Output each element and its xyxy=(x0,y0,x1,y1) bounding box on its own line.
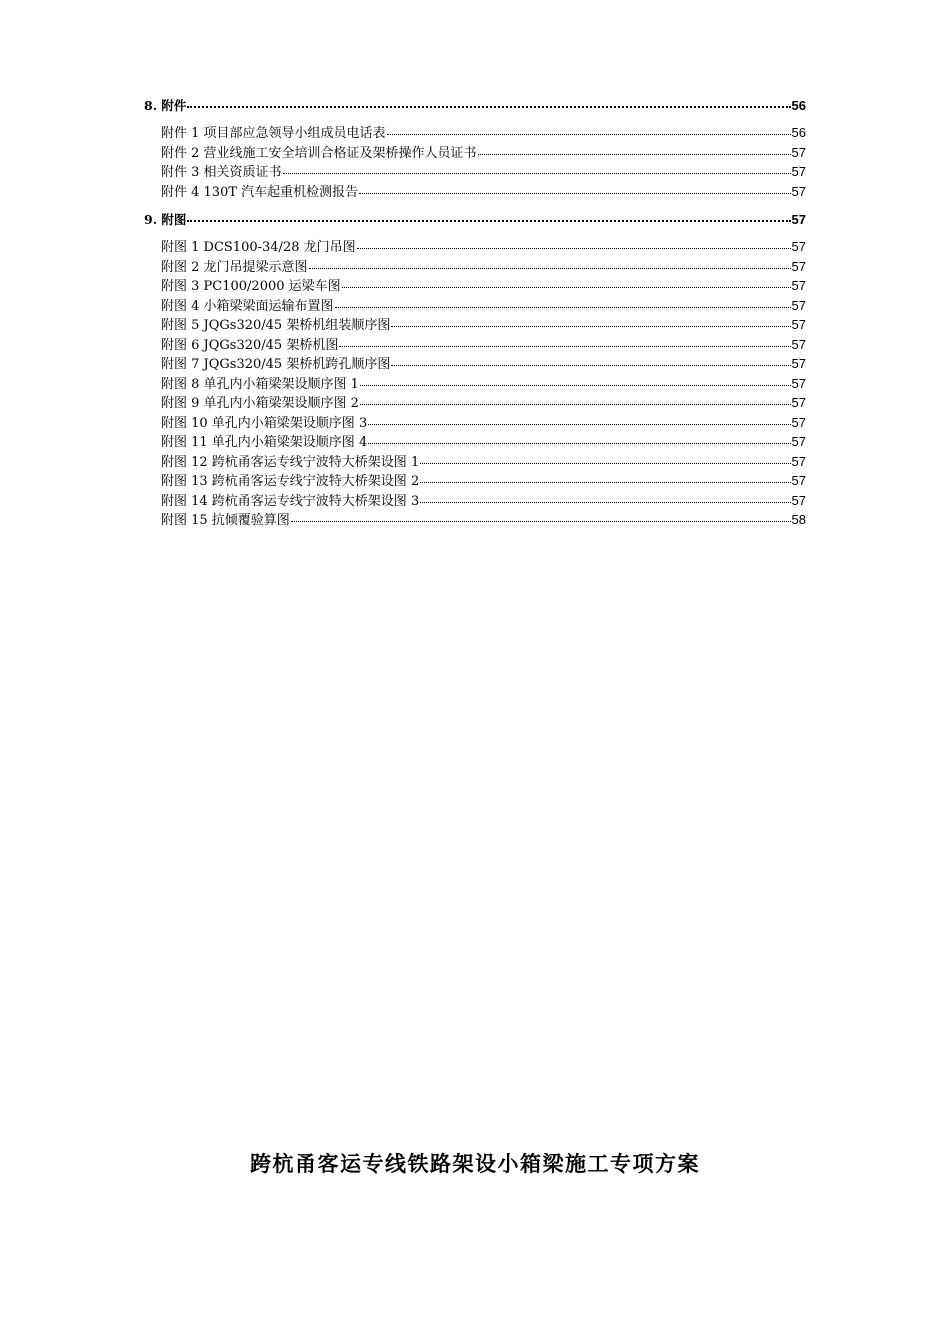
dot-leader xyxy=(187,98,790,111)
toc-page-number: 57 xyxy=(791,297,806,313)
toc-entry[interactable] xyxy=(144,182,806,202)
toc-entry-label: 附图 13 跨杭甬客运专线宁波特大桥架设图 2 xyxy=(161,474,420,489)
toc-entry-label: 附件 1 项目部应急领导小组成员电话表 xyxy=(161,126,386,141)
document-title: 跨杭甬客运专线铁路架设小箱梁施工专项方案 xyxy=(250,1151,700,1176)
toc-entry-label: 附图 6 JQGs320/45 架桥机图 xyxy=(161,337,339,353)
toc-entry[interactable] xyxy=(144,257,806,277)
toc-page-number: 57 xyxy=(791,395,806,410)
toc-page-number: 57 xyxy=(791,164,806,179)
toc-entry-label: 附图 9 单孔内小箱梁架设顺序图 2 xyxy=(161,396,359,411)
toc-page-number: 57 xyxy=(791,278,806,293)
table-of-contents xyxy=(144,96,806,530)
dot-leader xyxy=(368,414,790,427)
toc-entry-label: 附件 4 130T 汽车起重机检测报告 xyxy=(161,184,359,200)
dot-leader xyxy=(387,124,791,137)
dot-leader xyxy=(309,258,791,271)
toc-entry-label: 附图 15 抗倾覆验算图 xyxy=(161,513,290,528)
dot-leader xyxy=(391,316,790,329)
dot-leader xyxy=(360,394,791,407)
dot-leader xyxy=(359,183,790,196)
toc-section-label: 9. 附图 xyxy=(144,212,187,227)
toc-entry-label: 附图 10 单孔内小箱梁架设顺序图 3 xyxy=(161,415,368,431)
toc-entry-label: 附图 8 单孔内小箱梁架设顺序图 1 xyxy=(161,376,359,392)
toc-page-number: 57 xyxy=(791,492,806,508)
toc-entry[interactable] xyxy=(144,374,806,394)
toc-entry[interactable] xyxy=(144,354,806,374)
toc-entry[interactable] xyxy=(144,510,806,530)
dot-leader xyxy=(368,433,790,446)
dot-leader xyxy=(357,238,791,251)
toc-page-number: 57 xyxy=(791,212,806,227)
toc-entry[interactable] xyxy=(144,432,806,452)
toc-entry-label: 附件 2 营业线施工安全培训合格证及架桥操作人员证书 xyxy=(161,145,477,161)
dot-leader xyxy=(391,355,790,368)
toc-section-figures[interactable] xyxy=(144,210,806,230)
dot-leader xyxy=(360,375,791,388)
dot-leader xyxy=(335,297,791,310)
toc-entry[interactable] xyxy=(144,162,806,182)
toc-page-number: 57 xyxy=(791,434,806,449)
toc-page-number: 57 xyxy=(791,183,806,199)
toc-page-number: 57 xyxy=(791,356,806,371)
toc-entry[interactable] xyxy=(144,276,806,296)
toc-entry-label: 附图 2 龙门吊提梁示意图 xyxy=(161,259,308,275)
toc-entry-label: 附图 1 DCS100-34/28 龙门吊图 xyxy=(161,240,356,255)
toc-entry-label: 附图 7 JQGs320/45 架桥机跨孔顺序图 xyxy=(161,357,391,372)
toc-page-number: 57 xyxy=(791,239,806,254)
toc-entry[interactable] xyxy=(144,393,806,413)
dot-leader xyxy=(420,492,790,505)
toc-entry[interactable] xyxy=(144,335,806,355)
toc-page-number: 57 xyxy=(791,317,806,332)
toc-page-number: 58 xyxy=(791,512,806,527)
dot-leader xyxy=(283,163,791,176)
toc-entry[interactable] xyxy=(144,471,806,491)
toc-entry[interactable] xyxy=(144,237,806,257)
toc-entry-label: 附图 3 PC100/2000 运梁车图 xyxy=(161,279,341,294)
dot-leader xyxy=(291,511,791,524)
toc-entry-label: 附图 5 JQGs320/45 架桥机组装顺序图 xyxy=(161,318,391,333)
dot-leader xyxy=(478,144,791,157)
dot-leader xyxy=(339,336,790,349)
toc-page-number: 57 xyxy=(791,375,806,391)
toc-entry-label: 附图 12 跨杭甬客运专线宁波特大桥架设图 1 xyxy=(161,454,420,470)
dot-leader xyxy=(420,453,790,466)
toc-entry[interactable] xyxy=(144,123,806,143)
toc-page-number: 56 xyxy=(791,98,806,113)
toc-entry[interactable] xyxy=(144,491,806,511)
toc-page-number: 57 xyxy=(791,336,806,352)
toc-entry[interactable] xyxy=(144,143,806,163)
toc-page-number: 57 xyxy=(791,473,806,488)
toc-entry-label: 附图 11 单孔内小箱梁架设顺序图 4 xyxy=(161,435,368,450)
toc-entry-label: 附图 14 跨杭甬客运专线宁波特大桥架设图 3 xyxy=(161,493,420,509)
dot-leader xyxy=(420,472,790,485)
toc-section-label: 8. 附件 xyxy=(144,98,187,113)
toc-page-number: 57 xyxy=(791,258,806,274)
toc-page-number: 57 xyxy=(791,144,806,160)
toc-entry[interactable] xyxy=(144,315,806,335)
toc-entry-label: 附图 4 小箱梁梁面运输布置图 xyxy=(161,298,334,314)
toc-page-number: 57 xyxy=(791,453,806,469)
toc-entry[interactable] xyxy=(144,452,806,472)
toc-page-number: 57 xyxy=(791,414,806,430)
toc-entry-label: 附件 3 相关资质证书 xyxy=(161,165,282,180)
dot-leader xyxy=(187,212,790,225)
toc-entry[interactable] xyxy=(144,413,806,433)
toc-page-number: 56 xyxy=(791,125,806,140)
toc-entry[interactable] xyxy=(144,296,806,316)
toc-section-attachments[interactable] xyxy=(144,96,806,116)
dot-leader xyxy=(342,277,791,290)
